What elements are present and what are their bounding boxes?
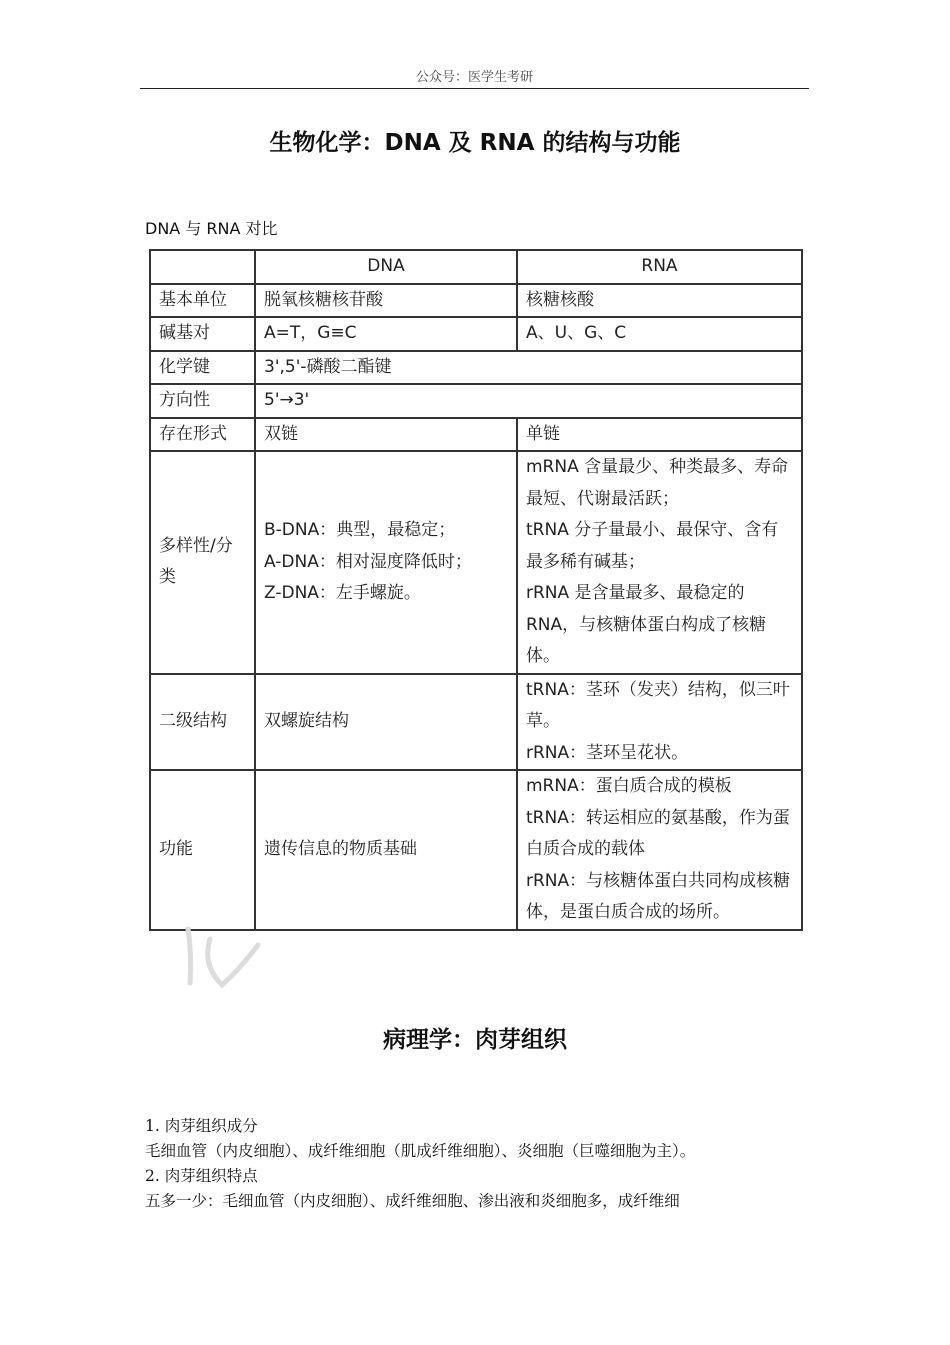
row-label: 碱基对	[150, 317, 255, 351]
dna-cell: A=T，G≡C	[255, 317, 517, 351]
row-label: 基本单位	[150, 284, 255, 318]
merged-cell: 3',5'-磷酸二酯键	[255, 351, 802, 385]
dna-cell	[255, 451, 517, 674]
merged-cell: 5'→3'	[255, 384, 802, 418]
header-cell-rna: RNA	[517, 250, 802, 284]
cell-line: tRNA 分子量最小、最保守、含有最多稀有碱基；	[526, 520, 779, 572]
row-label: 二级结构	[150, 674, 255, 771]
watermark-mark	[180, 925, 280, 995]
rna-cell	[517, 770, 802, 930]
table-row	[150, 351, 802, 385]
section-title-biochem: 生物化学：DNA 及 RNA 的结构与功能	[269, 130, 681, 156]
dna-cell	[255, 770, 517, 930]
cell-line: A-DNA：相对湿度降低时；	[264, 551, 472, 572]
rna-cell	[517, 674, 802, 771]
cell-line: B-DNA：典型，最稳定；	[264, 520, 456, 540]
table-row	[150, 418, 802, 452]
cell-line: rRNA 是含量最多、最稳定的 RNA，与核糖体蛋白构成了核糖体。	[526, 583, 767, 666]
table-row	[150, 674, 802, 771]
cell-line: mRNA 含量最少、种类最多、寿命最短、代谢最活跃；	[526, 457, 789, 509]
row-label: 化学键	[150, 351, 255, 385]
dna-rna-comparison-table	[149, 249, 803, 931]
rna-cell	[517, 451, 802, 674]
rna-cell: A、U、G、C	[517, 317, 802, 351]
rna-cell: 单链	[517, 418, 802, 452]
cell-line: tRNA：茎环（发夹）结构，似三叶草。	[526, 679, 790, 731]
page-header: 公众号：医学生考研	[140, 66, 809, 89]
paragraph: 五多一少：毛细血管（内皮细胞）、成纤维细胞、渗出液和炎细胞多，成纤维细	[145, 1192, 680, 1210]
paragraph: 毛细血管（内皮细胞）、成纤维细胞（肌成纤维细胞）、炎细胞（巨噬细胞为主）。	[145, 1142, 696, 1160]
dna-cell	[255, 674, 517, 771]
cell-line: mRNA：蛋白质合成的模板	[526, 776, 732, 797]
list-heading: 1. 肉芽组织成分	[145, 1117, 258, 1135]
header-cell-dna: DNA	[255, 250, 517, 284]
cell-line: rRNA：与核糖体蛋白共同构成核糖体，是蛋白质合成的场所。	[526, 870, 791, 923]
dna-cell: 脱氧核糖核苷酸	[255, 284, 517, 318]
rna-cell: 核糖核酸	[517, 284, 802, 318]
table-row	[150, 770, 802, 930]
table-row	[150, 284, 802, 318]
section-title-pathology: 病理学：肉芽组织	[383, 1027, 567, 1053]
row-label: 方向性	[150, 384, 255, 418]
cell-line: Z-DNA：左手螺旋。	[264, 583, 421, 603]
cell-line: 双螺旋结构	[264, 711, 349, 731]
table-row	[150, 384, 802, 418]
row-label: 存在形式	[150, 418, 255, 452]
list-heading: 2. 肉芽组织特点	[145, 1167, 258, 1185]
dna-cell: 双链	[255, 418, 517, 452]
cell-line: 遗传信息的物质基础	[264, 839, 417, 860]
header-cell-empty	[150, 250, 255, 284]
table-caption: DNA 与 RNA 对比	[145, 219, 278, 238]
row-label: 功能	[150, 770, 255, 930]
table-header-row	[150, 250, 802, 284]
cell-line: rRNA：茎环呈花状。	[526, 742, 689, 763]
table-row	[150, 317, 802, 351]
cell-line: tRNA：转运相应的氨基酸，作为蛋白质合成的载体	[526, 807, 790, 860]
table-row	[150, 451, 802, 674]
row-label: 多样性/分类	[150, 451, 255, 674]
